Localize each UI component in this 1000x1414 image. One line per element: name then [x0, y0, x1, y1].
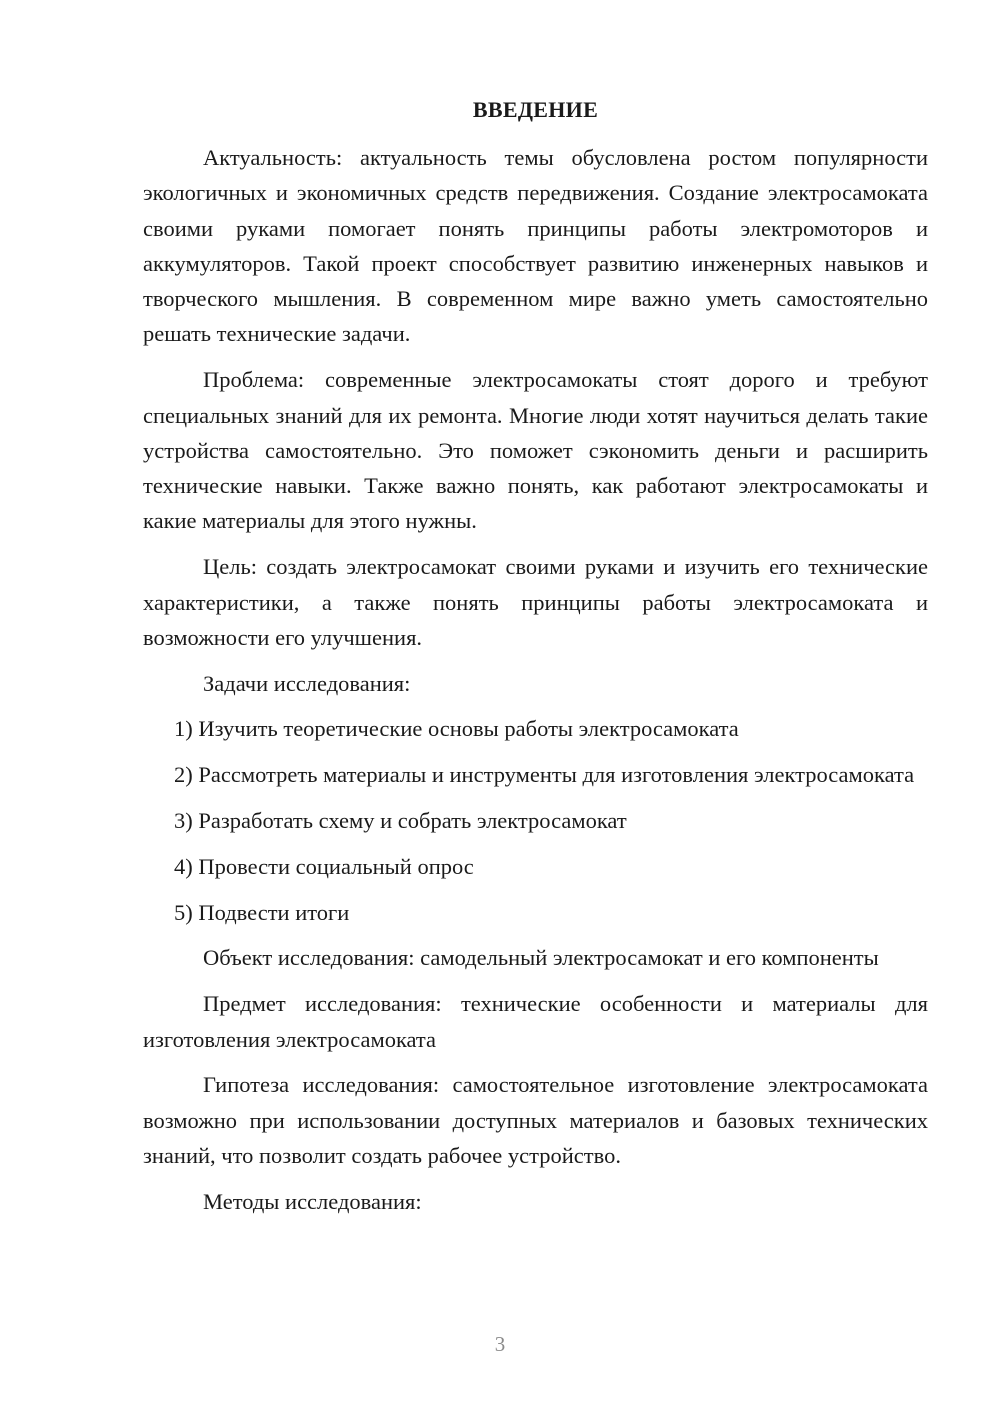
- task-item-3: 3) Разработать схему и собрать электросамокат: [174, 808, 627, 834]
- object-paragraph: Объект исследования: самодельный электросамокат и его компоненты: [203, 945, 879, 971]
- task-item-5: 5) Подвести итоги: [174, 899, 350, 925]
- subject-paragraph: Предмет исследования: технические особенности и материалы для изготовления электросамоката: [143, 991, 928, 1052]
- relevance-paragraph: Актуальность: актуальность темы обусловлена ростом популярности экологичных и экономичных средств передвижения. Создание электросамоката своими руками помогает понять принципы работы электромоторов и аккумуляторов. Такой проект способствует развитию инженерных навыков и творческого мышления. В современном мире важно уметь самостоятельно решать технические задачи.: [143, 145, 928, 347]
- page-number: 3: [494, 1332, 506, 1356]
- section-heading: ВВЕДЕНИЕ: [472, 97, 599, 122]
- goal-paragraph: Цель: создать электросамокат своими руками и изучить его технические характеристики, а также понять принципы работы электросамоката и возможности его улучшения.: [143, 554, 928, 650]
- task-item-1: 1) Изучить теоретические основы работы электросамоката: [174, 716, 739, 742]
- task-item-2: 2) Рассмотреть материалы и инструменты для изготовления электросамоката: [174, 762, 915, 788]
- text-column: [143, 92, 928, 1219]
- hypothesis-paragraph: Гипотеза исследования: самостоятельное изготовление электросамоката возможно при использовании доступных материалов и базовых технических знаний, что позволит создать рабочее устройство.: [143, 1072, 928, 1168]
- task-item-4: 4) Провести социальный опрос: [174, 853, 474, 879]
- methods-title: Методы исследования:: [203, 1188, 422, 1214]
- tasks-title: Задачи исследования:: [203, 670, 411, 696]
- problem-paragraph: Проблема: современные электросамокаты стоят дорого и требуют специальных знаний для их ремонта. Многие люди хотят научиться делать такие устройства самостоятельно. Это поможет сэкономить деньги и расширить технические навыки. Также важно понять, как работают электросамокаты и какие материалы для этого нужны.: [143, 367, 928, 534]
